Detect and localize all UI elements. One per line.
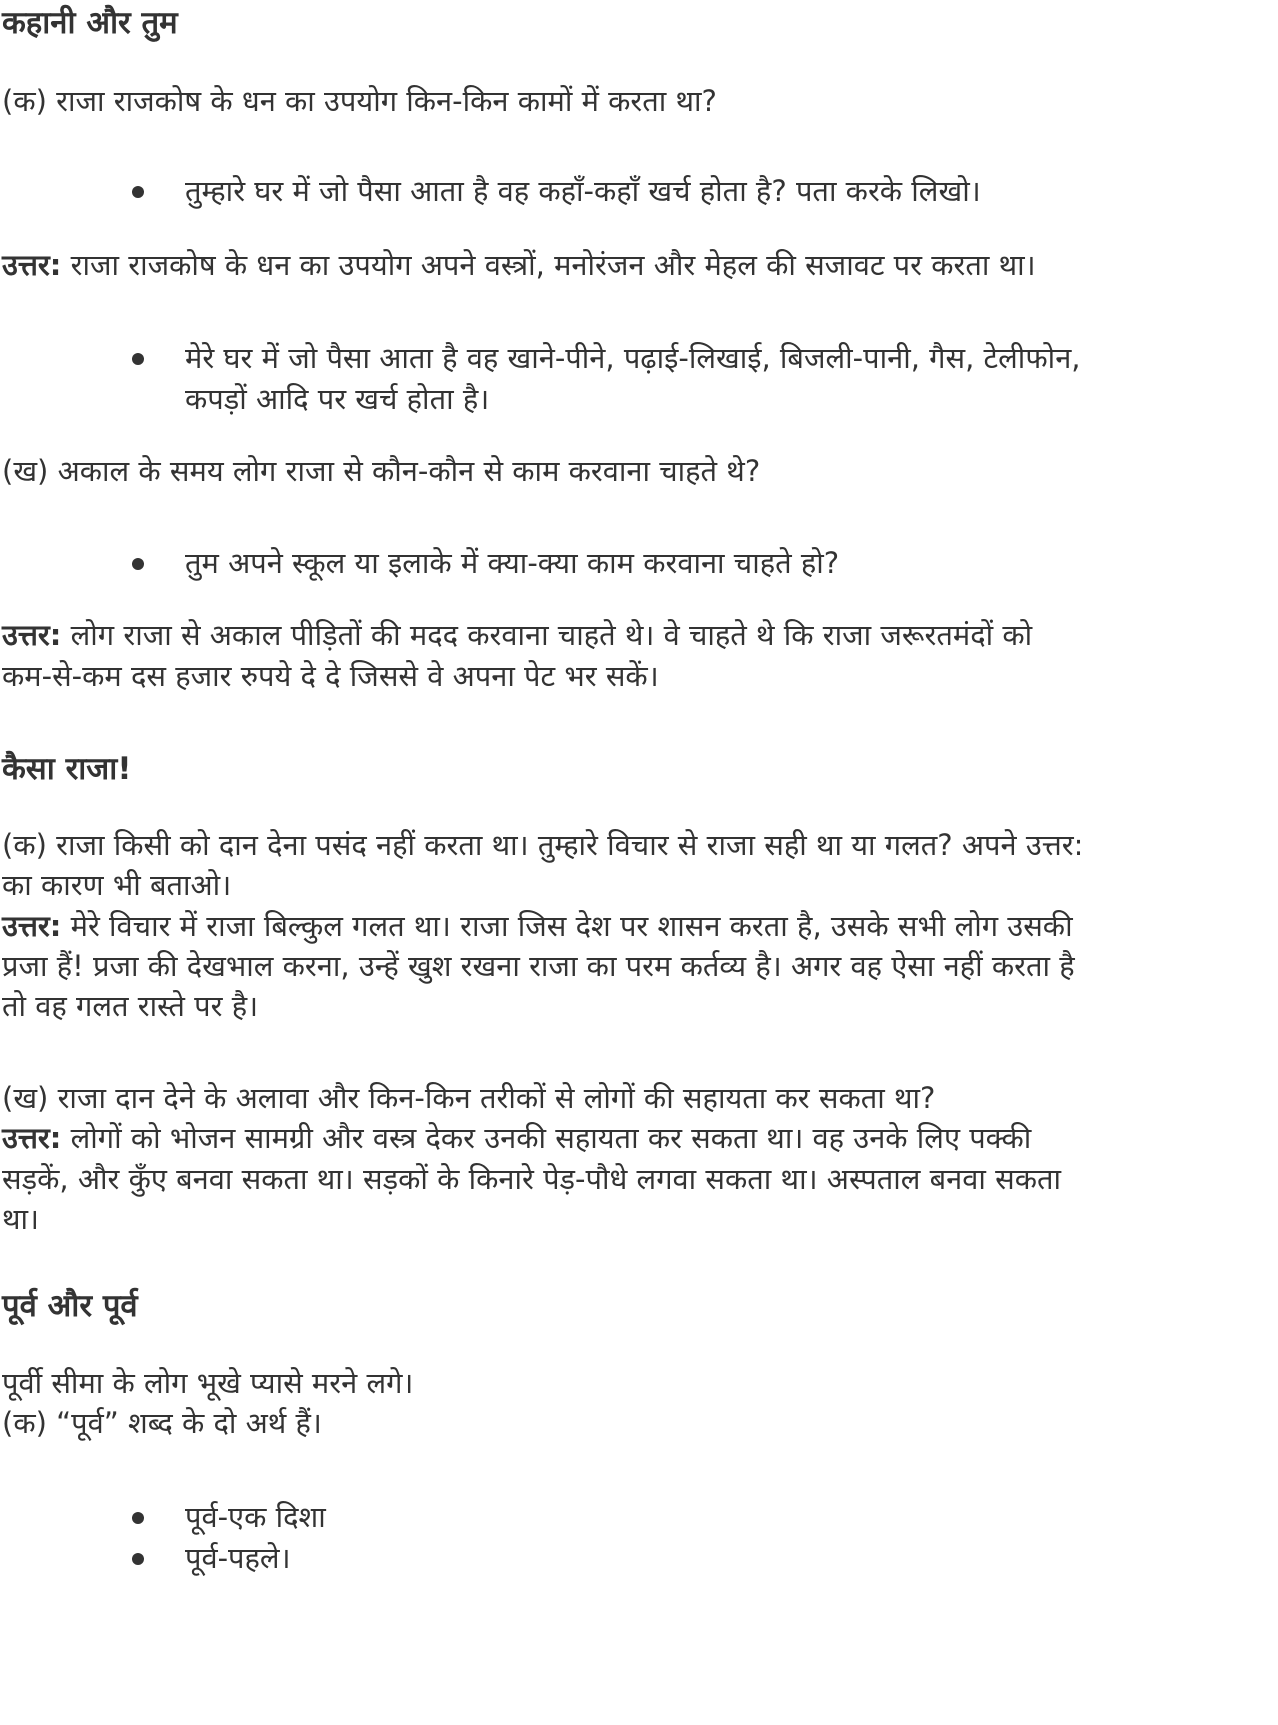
question-2b: (ख) राजा दान देने के अलावा और किन-किन तरीकों से लोगों की सहायता कर सकता था? — [2, 1081, 936, 1115]
bullet-item: तुम्हारे घर में जो पैसा आता है वह कहाँ-कहाँ खर्च होता है? पता करके लिखो। — [185, 174, 981, 208]
question-3a: (क) “पूर्व” शब्द के दो अर्थ हैं। — [2, 1406, 322, 1440]
bullet-item: पूर्व-एक दिशा — [185, 1500, 326, 1534]
answer-1b-line1 — [2, 614, 1270, 656]
answer-text: राजा राजकोष के धन का उपयोग अपने वस्त्रों, मनोरंजन और मेहल की सजावट पर करता था। — [61, 248, 1036, 282]
answer-1b-line2: कम-से-कम दस हजार रुपये दे दे जिससे वे अपना पेट भर सकें। — [2, 659, 659, 693]
answer-2a-line2: प्रजा हैं! प्रजा की देखभाल करना, उन्हें खुश रखना राजा का परम कर्तव्य है। अगर वह ऐसा नहीं करता है — [2, 949, 1075, 983]
answer-2b-line3: था। — [2, 1202, 40, 1236]
bullet-dot-icon — [132, 558, 144, 570]
bullet-item: पूर्व-पहले। — [185, 1541, 291, 1575]
question-2a-line2: का कारण भी बताओ। — [2, 868, 232, 902]
section-heading-kaisa-raja: कैसा राजा! — [2, 751, 132, 787]
question-1b: (ख) अकाल के समय लोग राजा से कौन-कौन से काम करवाना चाहते थे? — [2, 454, 761, 488]
answer-2a-line1 — [2, 905, 1270, 947]
bullet-item: तुम अपने स्कूल या इलाके में क्या-क्या काम करवाना चाहते हो? — [185, 546, 840, 580]
question-2a-line1: (क) राजा किसी को दान देना पसंद नहीं करता था। तुम्हारे विचार से राजा सही था या गलत? अपने उत्तर: — [2, 828, 1084, 862]
bullet-item-line1: मेरे घर में जो पैसा आता है वह खाने-पीने, पढ़ाई-लिखाई, बिजली-पानी, गैस, टेलीफोन, — [185, 341, 1081, 375]
question-1a: (क) राजा राजकोष के धन का उपयोग किन-किन कामों में करता था? — [2, 84, 717, 118]
answer-text: लोगों को भोजन सामग्री और वस्त्र देकर उनकी सहायता कर सकता था। वह उनके लिए पक्की — [61, 1121, 1032, 1155]
answer-1a — [2, 244, 1270, 286]
answer-label: उत्तर: — [2, 1121, 62, 1155]
answer-label: उत्तर: — [2, 909, 62, 943]
section-heading-kahani-aur-tum: कहानी और तुम — [2, 5, 178, 41]
answer-2b-line1 — [2, 1117, 1270, 1159]
answer-2a-line3: तो वह गलत रास्ते पर है। — [2, 989, 259, 1023]
answer-label: उत्तर: — [2, 618, 62, 652]
answer-text: लोग राजा से अकाल पीड़ितों की मदद करवाना चाहते थे। वे चाहते थे कि राजा जरूरतमंदों को — [61, 618, 1033, 652]
answer-label: उत्तर: — [2, 248, 62, 282]
answer-2b-line2: सड़कें, और कुँए बनवा सकता था। सड़कों के किनारे पेड़-पौधे लगवा सकता था। अस्पताल बनवा सकता — [2, 1162, 1062, 1196]
bullet-dot-icon — [132, 186, 144, 198]
answer-text: मेरे विचार में राजा बिल्कुल गलत था। राजा जिस देश पर शासन करता है, उसके सभी लोग उसकी — [61, 909, 1073, 943]
bullet-item-line2: कपड़ों आदि पर खर्च होता है। — [185, 382, 490, 416]
paragraph-line: पूर्वी सीमा के लोग भूखे प्यासे मरने लगे। — [2, 1366, 414, 1400]
section-heading-purv-aur-purv: पूर्व और पूर्व — [2, 1288, 138, 1324]
bullet-dot-icon — [132, 353, 144, 365]
bullet-dot-icon — [132, 1553, 144, 1565]
bullet-dot-icon — [132, 1512, 144, 1524]
